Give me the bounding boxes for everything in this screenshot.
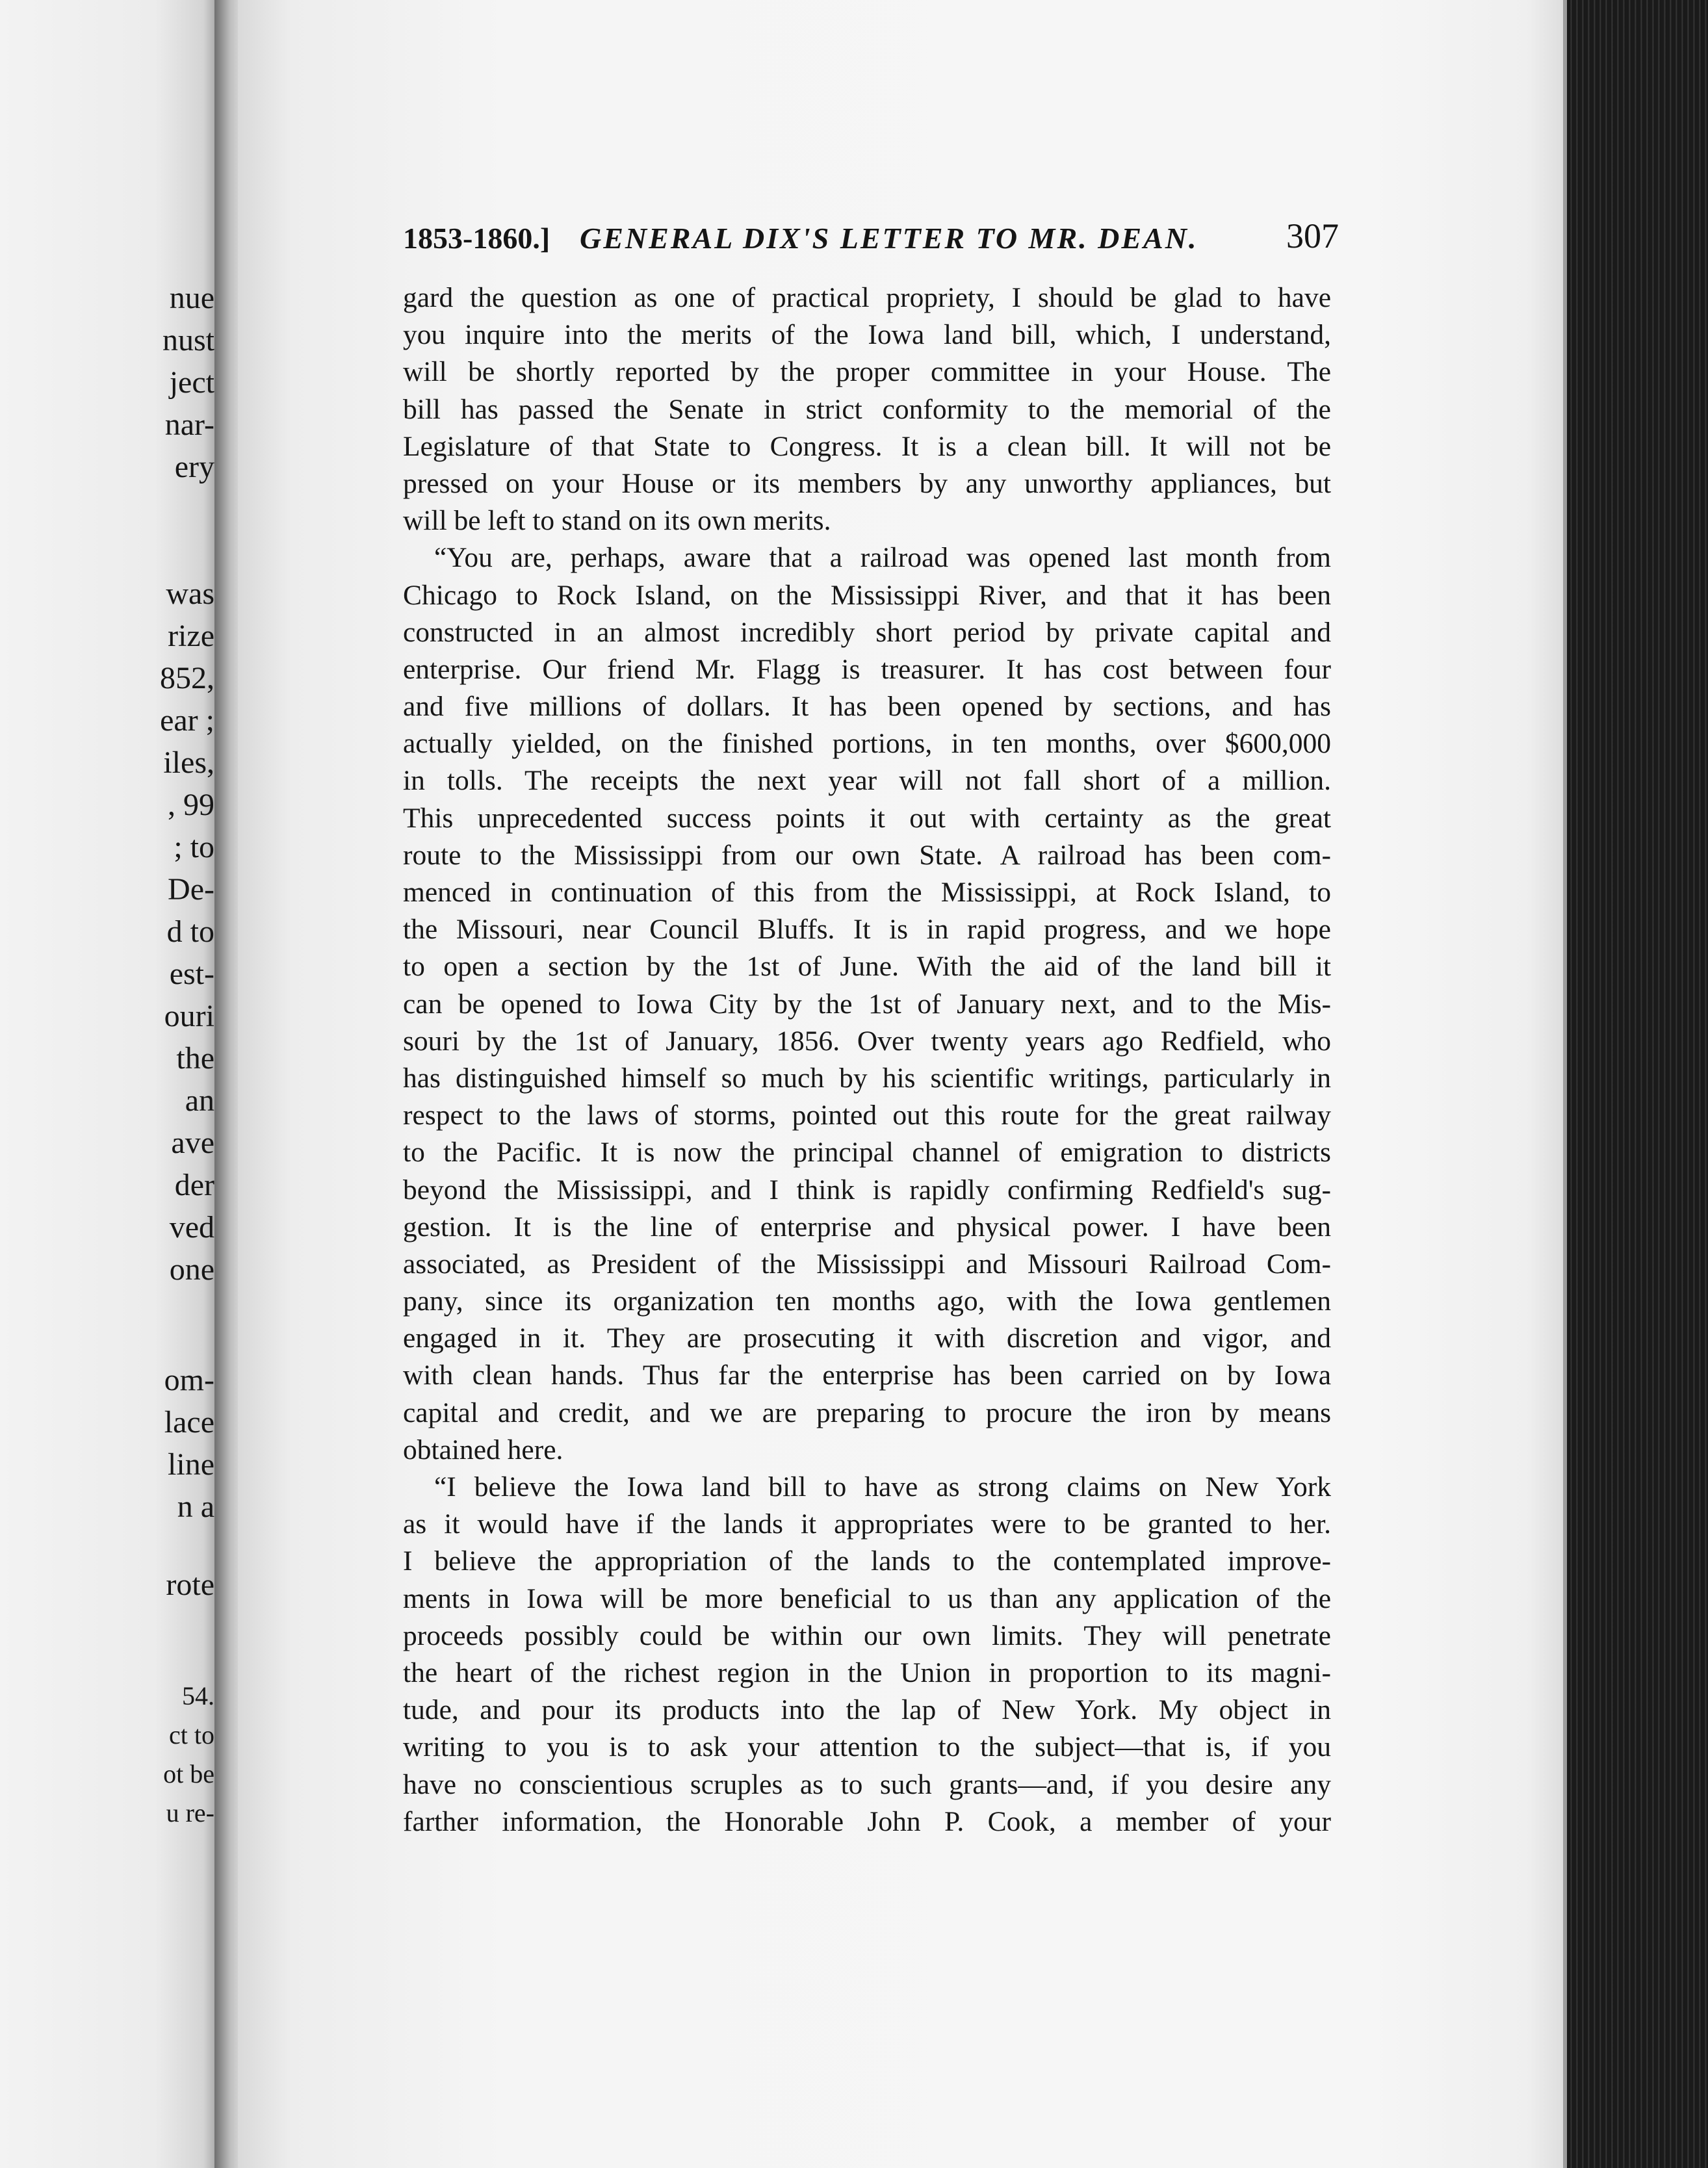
text-line: I believe the appropriation of the lands to the contemplated improve- — [403, 1545, 1331, 1577]
text-line: proceeds possibly could be within our own limits. They will penetrate — [403, 1620, 1331, 1651]
text-line: respect to the laws of storms, pointed out this route for the great railway — [403, 1100, 1331, 1131]
text-line: beyond the Mississippi, and I think is rapidly confirming Redfield's sug- — [403, 1174, 1331, 1206]
left-fragment: u re- — [166, 1798, 214, 1827]
left-fragment: ave — [171, 1126, 214, 1160]
text-line: route to the Mississippi from our own State. A railroad has been com- — [403, 839, 1331, 871]
running-header — [403, 216, 1339, 260]
text-line: menced in continuation of this from the Mississippi, at Rock Island, to — [403, 877, 1331, 908]
text-line: you inquire into the merits of the Iowa land bill, which, I understand, — [403, 319, 1331, 351]
left-fragment: ot be — [163, 1759, 214, 1788]
left-fragment: lace — [164, 1405, 214, 1439]
body-text — [403, 279, 1331, 1840]
text-line: with clean hands. Thus far the enterprise has been carried on by Iowa — [403, 1360, 1331, 1391]
text-line: have no conscientious scruples as to such grants—and, if you desire any — [403, 1768, 1331, 1800]
left-fragment: nust — [162, 323, 214, 357]
text-line: actually yielded, on the finished portions, in ten months, over $600,000 — [403, 728, 1331, 760]
left-fragment: der — [174, 1168, 214, 1202]
left-fragment: ear ; — [160, 703, 214, 738]
text-line: can be opened to Iowa City by the 1st of January next, and to the Mis- — [403, 988, 1331, 1020]
left-fragment: ery — [174, 450, 214, 484]
left-fragment: De- — [168, 872, 214, 907]
left-fragment: est- — [169, 957, 214, 991]
header-years: 1853-1860.] — [403, 222, 550, 255]
text-line: engaged in it. They are prosecuting it with discretion and vigor, and — [403, 1323, 1331, 1354]
text-line: to open a section by the 1st of June. With the aid of the land bill it — [403, 951, 1331, 983]
text-line: as it would have if the lands it appropriates were to be granted to her. — [403, 1508, 1331, 1540]
text-line: writing to you is to ask your attention to the subject—that is, if you — [403, 1731, 1331, 1763]
left-fragment: rote — [166, 1568, 214, 1602]
text-line: will be left to stand on its own merits. — [403, 505, 831, 537]
header-title: GENERAL DIX'S LETTER TO MR. DEAN. — [580, 222, 1198, 255]
text-line: obtained here. — [403, 1434, 563, 1465]
text-line: souri by the 1st of January, 1856. Over twenty years ago Redfield, who — [403, 1025, 1331, 1057]
text-line: Legislature of that State to Congress. It is a clean bill. It will not be — [403, 430, 1331, 462]
left-fragment: an — [185, 1083, 214, 1118]
text-line: in tolls. The receipts the next year will not fall short of a million. — [403, 765, 1331, 797]
left-fragment: , 99 — [168, 788, 214, 822]
left-fragment: one — [169, 1252, 214, 1287]
text-line: “You are, perhaps, aware that a railroad was opened last month from — [434, 542, 1331, 574]
left-page — [0, 0, 221, 2168]
left-fragment: rize — [168, 619, 214, 653]
left-fragment: nue — [169, 281, 214, 315]
book-page-edges — [1567, 0, 1708, 2168]
left-fragment: 54. — [182, 1681, 214, 1710]
left-fragment: iles, — [163, 745, 214, 780]
text-line: ments in Iowa will be more beneficial to us than any application of the — [403, 1582, 1331, 1614]
text-line: farther information, the Honorable John P. Cook, a member of your — [403, 1805, 1331, 1837]
left-fragment: was — [166, 576, 214, 611]
left-fragment: ct to — [169, 1720, 214, 1749]
text-line: bill has passed the Senate in strict conformity to the memorial of the — [403, 393, 1331, 425]
text-line: the Missouri, near Council Bluffs. It is in rapid progress, and we hope — [403, 914, 1331, 946]
text-line: “I believe the Iowa land bill to have as strong claims on New York — [434, 1471, 1331, 1503]
text-line: This unprecedented success points it out with certainty as the great — [403, 802, 1331, 834]
left-fragment: the — [176, 1041, 214, 1076]
left-fragment: d to — [166, 914, 214, 949]
left-fragment: ject — [169, 365, 214, 400]
left-fragment: ; to — [174, 830, 214, 864]
left-fragment: line — [168, 1447, 214, 1482]
left-fragment: ouri — [164, 999, 214, 1033]
text-line: will be shortly reported by the proper committee in your House. The — [403, 356, 1331, 388]
text-line: associated, as President of the Mississippi and Missouri Railroad Com- — [403, 1248, 1331, 1280]
text-line: to the Pacific. It is now the principal channel of emigration to districts — [403, 1137, 1331, 1168]
text-line: the heart of the richest region in the Union in proportion to its magni- — [403, 1657, 1331, 1688]
text-line: pressed on your House or its members by any unworthy appliances, but — [403, 467, 1331, 499]
left-fragment: ved — [169, 1210, 214, 1245]
text-line: enterprise. Our friend Mr. Flagg is treasurer. It has cost between four — [403, 653, 1331, 685]
page-number: 307 — [1286, 216, 1339, 255]
book-gutter — [214, 0, 240, 2168]
text-line: has distinguished himself so much by his scientific writings, particularly in — [403, 1062, 1331, 1094]
text-line: pany, since its organization ten months ago, with the Iowa gentlemen — [403, 1285, 1331, 1317]
text-line: tude, and pour its products into the lap of New York. My object in — [403, 1694, 1331, 1726]
text-line: capital and credit, and we are preparing to procure the iron by means — [403, 1397, 1331, 1428]
text-line: Chicago to Rock Island, on the Mississippi River, and that it has been — [403, 579, 1331, 611]
text-line: constructed in an almost incredibly short period by private capital and — [403, 616, 1331, 648]
text-line: gestion. It is the line of enterprise and physical power. I have been — [403, 1211, 1331, 1243]
text-line: and five millions of dollars. It has been opened by sections, and has — [403, 691, 1331, 723]
left-fragment: n a — [177, 1490, 214, 1524]
left-fragment: 852, — [160, 661, 214, 695]
left-fragment: om- — [164, 1363, 214, 1397]
left-fragment: nar- — [164, 407, 214, 442]
text-line: gard the question as one of practical propriety, I should be glad to have — [403, 282, 1331, 313]
